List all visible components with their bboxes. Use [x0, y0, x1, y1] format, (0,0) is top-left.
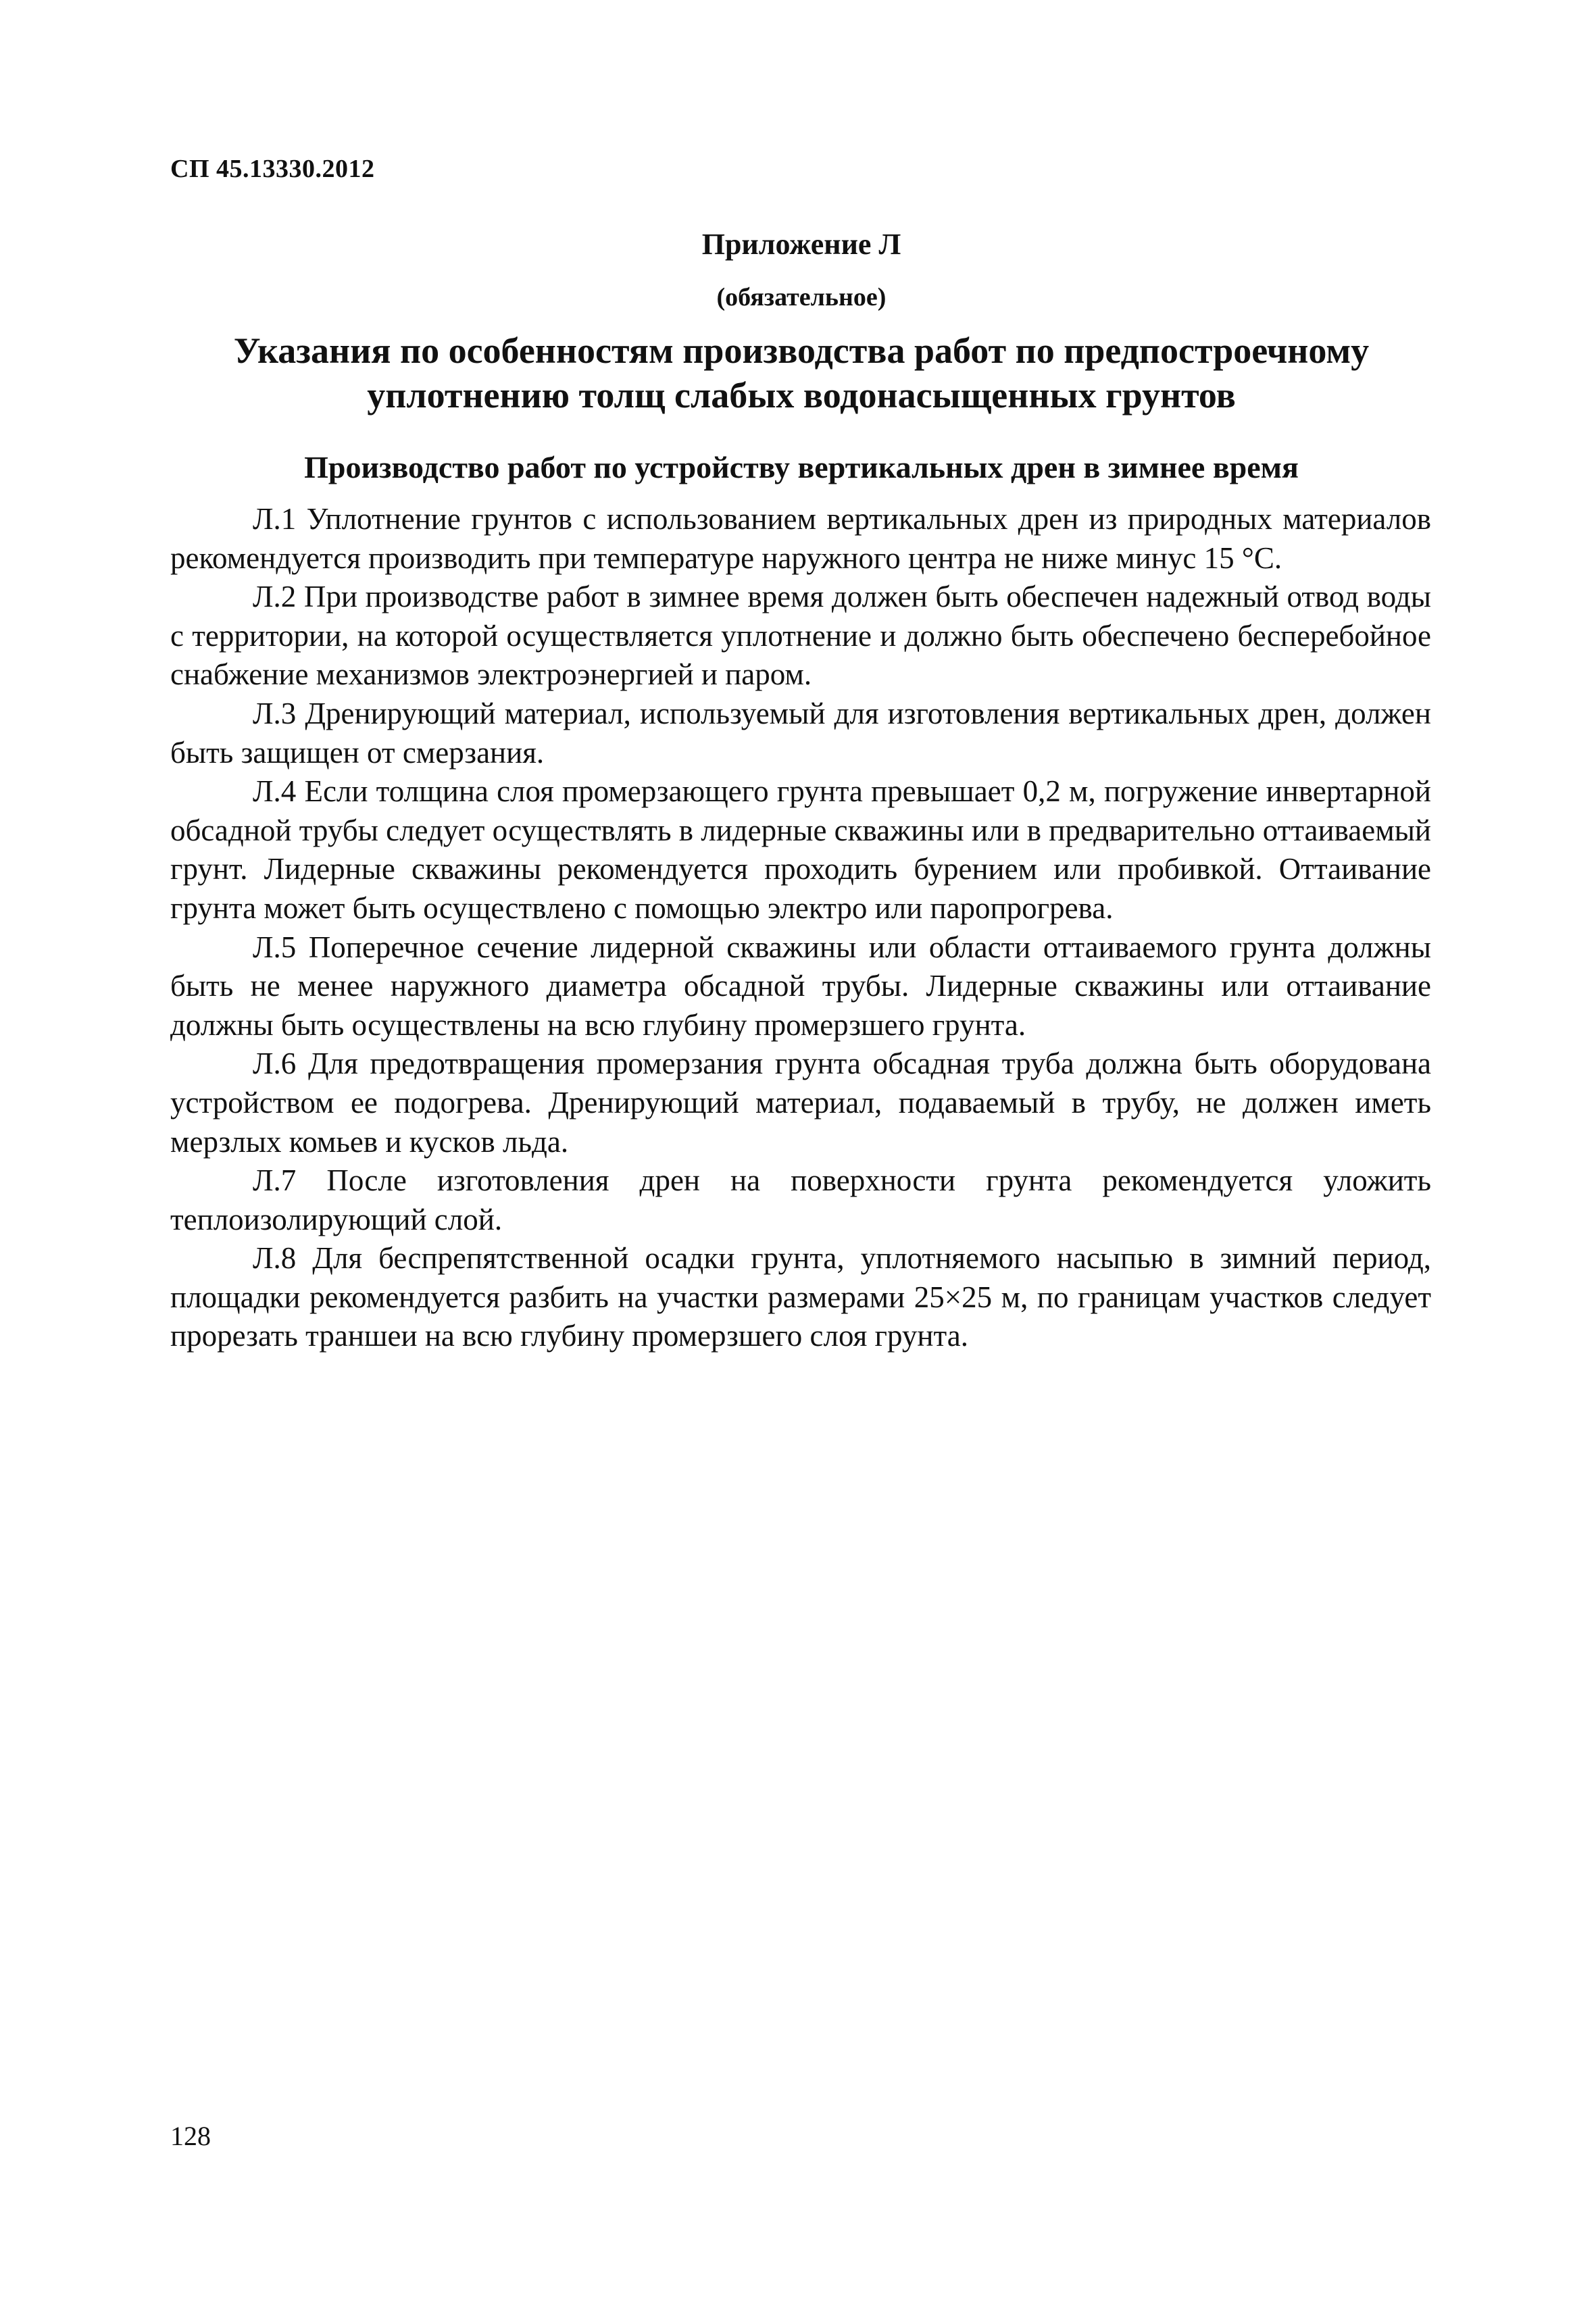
page-number: 128 [170, 2121, 211, 2151]
paragraph-l5: Л.5 Поперечное сечение лидерной скважины или области оттаиваемого грунта должны быть не менее наружного диаметра обсадной трубы. Лидерные скважины или оттаивание должны быть осуществлены на всю глубину промерзшего грунта. [170, 930, 1431, 1042]
appendix-title: Приложение Л [701, 228, 901, 261]
appendix-status: (обязательное) [716, 283, 887, 311]
paragraph-l3: Л.3 Дренирующий материал, используемый для изготовления вертикальных дрен, должен быть защищен от смерзания. [170, 696, 1431, 770]
paragraph-l7: Л.7 После изготовления дрен на поверхности грунта рекомендуется уложить теплоизолирующий слой. [170, 1163, 1431, 1236]
main-title-line-1: Указания по особенностям производства работ по предпостроечному [233, 330, 1370, 371]
paragraph-l2: Л.2 При производстве работ в зимнее время должен быть обеспечен надежный отвод воды с территории, на которой осуществляется уплотнение и должно быть обеспечено бесперебойное снабжение механизмов электроэнергией и паром. [170, 580, 1431, 692]
paragraph-l6: Л.6 Для предотвращения промерзания грунта обсадная труба должна быть оборудована устройством ее подогрева. Дренирующий материал, подаваемый в трубу, не должен иметь мерзлых комьев и кусков льда. [170, 1047, 1431, 1159]
section-title: Производство работ по устройству вертикальных дрен в зимнее время [304, 450, 1299, 484]
main-title-line-2: уплотнению толщ слабых водонасыщенных грунтов [367, 375, 1236, 416]
body-text [170, 500, 1431, 1356]
document-code: СП 45.13330.2012 [170, 155, 375, 183]
paragraph-l4: Л.4 Если толщина слоя промерзающего грунта превышает 0,2 м, погружение инвертарной обсадной трубы следует осуществлять в лидерные скважины или в предварительно оттаиваемый грунт. Лидерные скважины рекомендуется проходить бурением или пробивкой. Оттаивание грунта может быть осуществлено с помощью электро или паропрогрева. [170, 774, 1432, 925]
paragraph-l1: Л.1 Уплотнение грунтов с использованием вертикальных дрен из природных материалов рекомендуется производить при температуре наружного центра не ниже минус 15 °С. [170, 502, 1431, 575]
main-title [169, 328, 1434, 418]
paragraph-l8: Л.8 Для беспрепятственной осадки грунта, уплотняемого насыпью в зимний период, площадки рекомендуется разбить на участки размерами 25×25 м, по границам участков следует прорезать траншеи на всю глубину промерзшего слоя грунта. [170, 1241, 1431, 1353]
